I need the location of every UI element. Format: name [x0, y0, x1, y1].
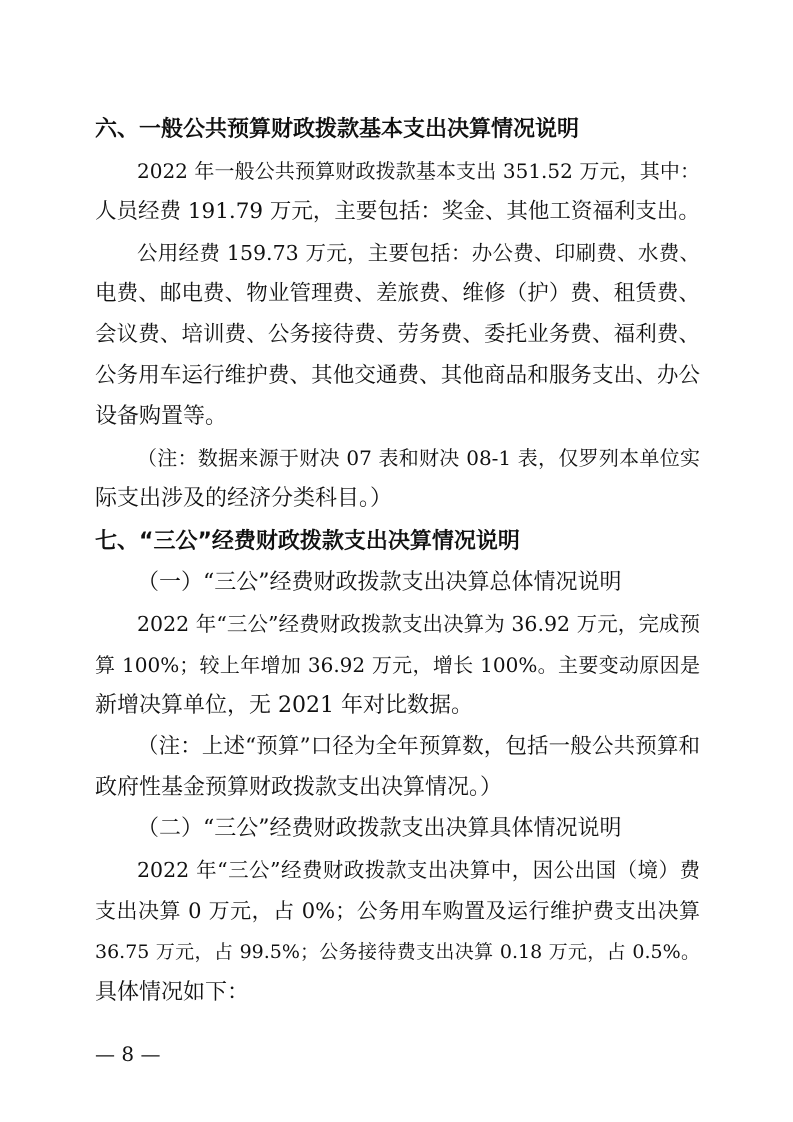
- paragraph-line: 2022 年“三公”经费财政拨款支出决算中，因公出国（境）费: [137, 858, 700, 882]
- paragraph-line: 2022 年一般公共预算财政拨款基本支出 351.52 万元，其中：: [137, 159, 700, 183]
- note-line: （注：上述“预算”口径为全年预算数，包括一般公共预算和: [137, 734, 700, 759]
- paragraph-line: 算 100%；较上年增加 36.92 万元，增长 100%。主要变动原因是: [95, 653, 700, 677]
- page-number: — 8 —: [95, 1042, 161, 1066]
- paragraph-line: 新增决算单位，无 2021 年对比数据。: [95, 693, 473, 718]
- subsection-2-heading: （二）“三公”经费财政拨款支出决算具体情况说明: [137, 816, 622, 841]
- subsection-1-heading: （一）“三公”经费财政拨款支出决算总体情况说明: [137, 570, 622, 595]
- paragraph-line: 会议费、培训费、公务接待费、劳务费、委托业务费、福利费、: [95, 322, 700, 347]
- paragraph-line: 人员经费 191.79 万元，主要包括：奖金、其他工资福利支出。: [95, 199, 700, 224]
- paragraph-line: 支出决算 0 万元，占 0%；公务用车购置及运行维护费支出决算: [95, 899, 700, 923]
- paragraph-line: 公用经费 159.73 万元，主要包括：办公费、印刷费、水费、: [137, 241, 700, 265]
- section-7-heading: 七、“三公”经费财政拨款支出决算情况说明: [95, 529, 520, 554]
- paragraph-line: 36.75 万元，占 99.5%；公务接待费支出决算 0.18 万元，占 0.5%。: [95, 941, 700, 963]
- paragraph-line: 电费、邮电费、物业管理费、差旅费、维修（护）费、租赁费、: [95, 281, 700, 306]
- note-line: 际支出涉及的经济分类科目。）: [95, 486, 393, 511]
- note-line: （注：数据来源于财决 07 表和财决 08-1 表，仅罗列本单位实: [137, 446, 700, 470]
- paragraph-line: 2022 年“三公”经费财政拨款支出决算为 36.92 万元，完成预: [137, 612, 700, 636]
- paragraph-line: 具体情况如下：: [95, 980, 250, 1005]
- section-6-heading: 六、一般公共预算财政拨款基本支出决算情况说明: [95, 117, 580, 142]
- paragraph-line: 设备购置等。: [95, 404, 228, 429]
- note-line: 政府性基金预算财政拨款支出决算情况。）: [95, 775, 503, 800]
- paragraph-line: 公务用车运行维护费、其他交通费、其他商品和服务支出、办公: [95, 363, 700, 388]
